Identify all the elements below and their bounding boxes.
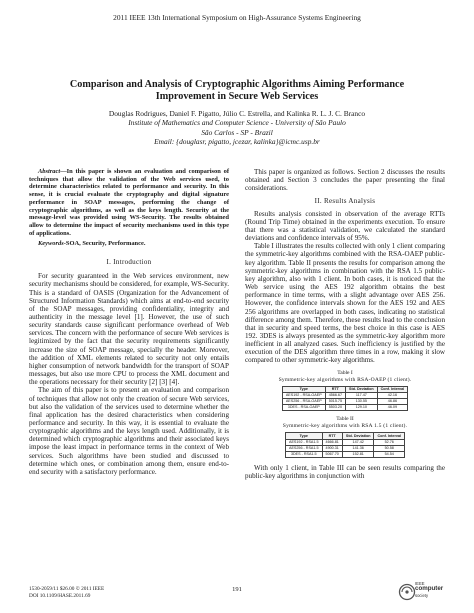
- author-block: [40, 109, 434, 147]
- table-1-number: Table I: [337, 369, 353, 376]
- table-cell: 130.55: [346, 398, 378, 404]
- table-cell: 46.86: [377, 398, 408, 404]
- title-line-1: Comparison and Analysis of Cryptographic Algorithms Aiming Performance: [69, 79, 405, 90]
- logo-text-top: IEEE: [415, 581, 425, 586]
- abstract: [29, 168, 229, 237]
- table-cell: 4900.31: [322, 445, 342, 451]
- results-paragraph-1: Results analysis consisted in observation of the average RTTs (Round Trip Time) obtained in the experiments execution. To ensure that there was a statistical validation, we calculated the standard deviations and confidence intervals of 95%.: [245, 209, 445, 243]
- table-cell: 152.81: [342, 451, 374, 457]
- logo-text: [415, 581, 443, 598]
- computer-society-logo-icon: [397, 582, 417, 602]
- table-row: [282, 405, 407, 411]
- table-2-col-rtt: RTT: [322, 433, 342, 439]
- author-location: São Carlos - SP - Brazil: [201, 127, 273, 137]
- table-cell: 117.47: [346, 392, 378, 398]
- paper-title: [60, 79, 414, 103]
- author-email: Email: {douglasr, pigatto, jcezar, kalinka}@icmc.usp.br: [154, 137, 320, 147]
- abstract-text: —In this paper is shown an evaluation and comparison of techniques that allow the validation of the Web services used, to determine characteristics related to performance and security. In this sense, it is crucial evaluate the cryptography and digital signature performance in SOAP messages, performing the change of cryptographic algorithms, as well as the keys length. Security at the message-level was provided using WS-Security. The results obtained allow to determine the impact of security mechanisms used in this type of applications.: [29, 168, 229, 237]
- left-column: [29, 168, 229, 476]
- doi-line: DOI 10.1109/HASE.2011.69: [29, 592, 91, 599]
- table-cell: 42.16: [377, 392, 408, 398]
- logo-text-sub: society: [415, 592, 429, 598]
- table-2-title: Symmetric-key algorithms with RSA 1.5 (1 client).: [282, 423, 408, 430]
- table-cell: 5067.70: [322, 451, 342, 457]
- table-cell: AES256 - RSA1.5: [285, 445, 322, 451]
- table-cell: 4566.67: [325, 392, 345, 398]
- table-cell: 3DES - RSA1.5: [285, 451, 322, 457]
- table-2-caption: [245, 416, 445, 430]
- table-1-col-std: Std. Deviation: [346, 386, 378, 392]
- table-2-col-std: Std. Deviation: [342, 433, 374, 439]
- table-cell: 52.76: [374, 439, 405, 445]
- table-cell: 5503.20: [325, 405, 345, 411]
- logo-text-main: computer: [415, 585, 444, 592]
- table-cell: 5015.75: [325, 398, 345, 404]
- table-cell: AES192 - RSA-OAEP: [282, 392, 325, 398]
- table-2: [285, 432, 405, 458]
- table-row: [285, 451, 404, 457]
- table-cell: 50.58: [374, 445, 405, 451]
- intro-paragraph-1: For security guaranteed in the Web services environment, new security mechanisms should be considered, for example, WS-Security. This is a standard of OASIS (Organization for the Advancement of Structured Information Standards) which aims at end-to-end security of the SOAP messages, providing confidentiality, integrity and authenticity in the message level [1]. However, the use of such security standards cause significant performance overhead of Web services. The concern with the performance of secure Web services is legitimized by the fact that the security requirements significantly increase the size of SOAP message, specially the header. Moreover, the addition of XML elements related to security not only entails higher consumption of network bandwidth for the transport of SOAP messages, but also use more CPU to process the XML document and the operations necessary for their security [2] [3] [4].: [29, 272, 229, 387]
- right-column: [245, 168, 445, 480]
- author-institution: Institute of Mathematics and Computer Science - University of São Paulo: [128, 118, 346, 128]
- table-2-col-ci: Conf. Interval: [374, 433, 405, 439]
- table-1-caption: [245, 370, 445, 384]
- keywords-text: -SOA, Security, Performance.: [63, 240, 146, 248]
- abstract-label: Abstract: [38, 168, 61, 175]
- table-cell: 54.54: [374, 451, 405, 457]
- table-cell: AES256 - RSA-OAEP: [282, 398, 325, 404]
- table-cell: 141.36: [342, 445, 374, 451]
- table-cell: 129.10: [346, 405, 378, 411]
- table-2-col-type: Type: [285, 433, 322, 439]
- issn-price-line: 1530-2059/11 $26.00 © 2011 IEEE: [29, 586, 105, 592]
- table-cell: AES192 - RSA1.5: [285, 439, 322, 445]
- conference-header: 2011 IEEE 13th International Symposium on High-Assurance Systems Engineering: [113, 13, 361, 22]
- table-1: [282, 386, 408, 412]
- page-number: 191: [232, 586, 242, 593]
- author-names: Douglas Rodrigues, Daniel F. Pigatto, Júlio C. Estrella, and Kalinka R. L. J. C. Branco: [108, 109, 366, 118]
- results-paragraph-3: With only 1 client, in Table III can be seen results comparing the public-key algorithms in conjunction with: [245, 464, 445, 481]
- results-paragraph-2: Table I illustrates the results collected with only 1 client comparing the symmetric-key algorithms combined with the RSA-OAEP public-key algorithm. Table II presents the results for comparison among the symmetric-key algorithms in combination with the RSA 1.5 public-key algorithm, also with 1 client. In both cases, it is noticed that the Web service using the AES 192 algorithm obtains the best performance in time terms, with a slight advantage over AES 256. However, the confidence intervals shown for the AES 192 and AES 256 algorithms are overlapped in both cases, indicating no statistical difference among them. Therefore, these results lead to the conclusion that in security and speed terms, the best choice in this case is AES 192. 3DES is always presented as the symmetric-key algorithm more inefficient in all analyzed cases. Such inefficiency is justified by the execution of the DES algorithm three times in a row, making it slow compared to other symmetric-key algorithms.: [245, 242, 445, 365]
- computer-society-logo: [397, 580, 447, 604]
- table-cell: 3DES - RSA-OAEP: [282, 405, 325, 411]
- table-cell: 46.09: [377, 405, 408, 411]
- title-line-2: Improvement in Secure Web Services: [155, 91, 319, 102]
- organization-paragraph: This paper is organized as follows. Section 2 discusses the results obtained and Section 3 concludes the paper presenting the final considerations.: [245, 168, 445, 193]
- table-cell: 147.42: [342, 439, 374, 445]
- keywords-label: Keywords: [38, 240, 64, 248]
- table-1-col-ci: Conf. Interval: [377, 386, 408, 392]
- table-2-number: Table II: [336, 416, 354, 423]
- section-heading-results: II. Results Analysis: [314, 197, 376, 206]
- table-2-header-row: [285, 433, 404, 439]
- table-1-col-rtt: RTT: [325, 386, 345, 392]
- table-cell: 4666.81: [322, 439, 342, 445]
- table-1-title: Symmetric-key algorithms with RSA-OAEP (1 client).: [278, 376, 412, 383]
- table-1-col-type: Type: [282, 386, 325, 392]
- keywords: [29, 240, 229, 248]
- section-heading-introduction: I. Introduction: [106, 258, 152, 267]
- intro-paragraph-2: The aim of this paper is to present an evaluation and comparison of techniques that allow not only the creation of secure Web services, but also the validation of the services used to determine whether the final application has the desired characteristics when considering performance and security. In this way, it is essential to evaluate the cryptographic algorithms and the keys length used. Additionally, it is determined which cryptographic algorithms and their associated keys impose the least impact in performance terms in the context of Web services. Such algorithms have been studied and discussed to determine which ones, or combination among them, ensure end-to-end security with a satisfactory performance.: [29, 386, 229, 476]
